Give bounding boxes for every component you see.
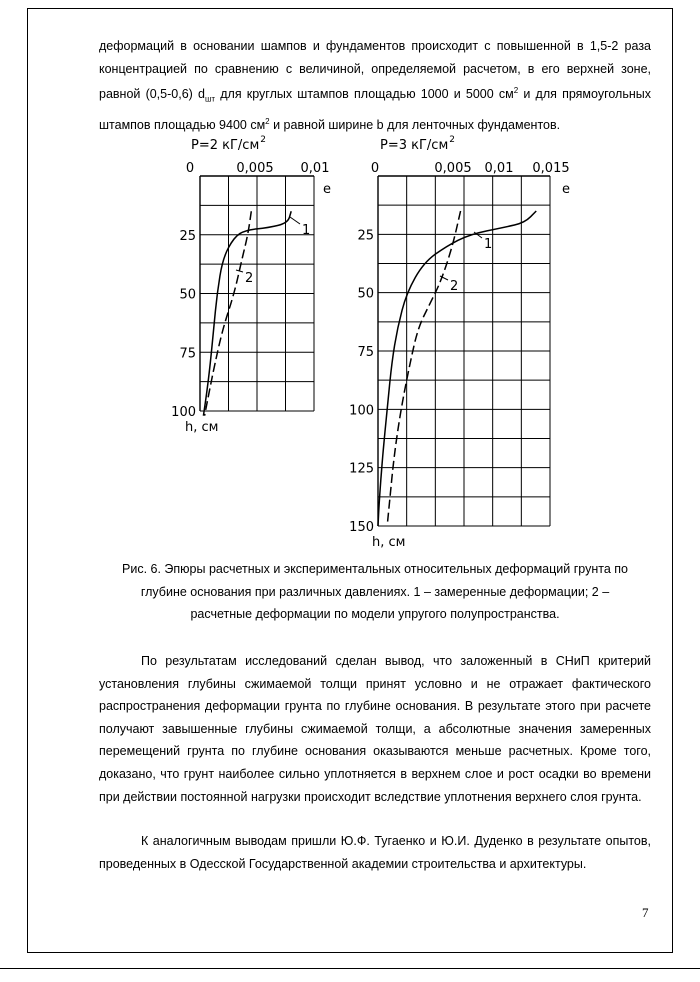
chart-title: P=2 кГ/см [191,138,260,153]
x-tick-label: 0,01 [484,161,514,176]
y-axis-label: h, см [185,420,219,435]
page-number: 7 [642,905,649,920]
y-tick-label: 50 [179,287,196,303]
y-tick-label: 75 [179,346,196,362]
paragraph-3 [99,830,651,875]
y-tick-label: 100 [171,405,196,420]
p1-line4-a: штампов площадью 9400 см [99,118,266,133]
y-tick-label: 50 [357,286,374,302]
x-tick-label: 0,005 [236,161,274,176]
p1-line3-sup: 2 [513,86,519,96]
series-label-2: 2 [450,279,459,294]
paragraph-3-text: К аналогичным выводам пришли Ю.Ф. Тугаенко и Ю.И. Дуденко в результате опытов, проведенных в Одесской Государственной академии строительства и архитектуры. [99,834,651,871]
y-tick-label: 150 [349,520,374,535]
p1-line3-c: и для прямоугольных [518,87,651,102]
series-line-2 [387,211,460,526]
p1-line4-sup: 2 [265,117,270,127]
y-tick-label: 100 [349,403,374,419]
y-tick-label: 25 [179,228,196,244]
paragraph-2-text: По результатам исследований сделан вывод, что заложенный в СНиП критерий установления глубины сжимаемой толщи принят условно и не отражает фактического распространения деформации грунта по глубине основания. В результате этого при расчете получают завышенные глубины сжимаемой толщи, а абсолютные значения замеренных перемещений грунта по глубине основания оказываются меньше расчетных. Кроме того, доказано, что грунт наиболее сильно уплотняется в верхнем слое и рост осадки во времени при действии постоянной нагрузки происходит вследствие уплотнения верхнего слоя грунта. [99,654,651,804]
caption-line1: Рис. 6. Эпюры расчетных и экспериментальных относительных деформаций грунта по [122,562,628,576]
p1-line4-b: и равной ширине b для ленточных фундаментов. [269,118,561,133]
x-axis-label: e [323,182,331,197]
chart-title-sup: 2 [449,135,455,145]
p1-line3-a: равной (0,5-0,6) d [99,87,205,102]
series-line-1 [378,211,536,526]
chart-1 [171,135,331,435]
p1-line2: концентрацией по сравнению с величиной, определяемой расчетом, в его верхней зоне, [99,61,651,76]
series-leader-1 [290,217,300,224]
x-tick-label: 0,01 [300,161,330,176]
bottom-rule [0,968,700,969]
x-tick-label: 0 [370,161,380,176]
y-tick-label: 25 [357,228,374,244]
caption-line2: глубине основания при различных давлениях. 1 – замеренные деформации; 2 – [140,584,610,599]
p1-line1: деформаций в основании шампов и фундаментов происходит с повышенной в 1,5-2 раза [99,39,651,53]
series-line-1 [203,211,291,415]
y-tick-label: 125 [349,461,374,477]
y-axis-label: h, см [372,535,406,550]
series-label-1: 1 [302,223,311,238]
x-tick-label: 0,015 [532,161,570,176]
figure-caption [99,558,651,626]
p1-line3-b: для круглых штампов площадью 1000 и 5000 см [215,87,514,102]
x-tick-label: 0 [185,161,195,176]
chart-title: P=3 кГ/см [380,138,449,153]
series-label-2: 2 [245,271,254,286]
y-tick-label: 75 [357,345,374,360]
chart-title-sup: 2 [260,135,266,145]
caption-line3: расчетные деформации по модели упругого полупространства. [190,607,560,622]
series-label-1: 1 [484,237,493,252]
p1-line3-sub: шт [204,94,216,104]
paragraph-2 [99,650,651,808]
x-tick-label: 0,005 [434,161,472,176]
x-axis-label: e [562,182,570,197]
series-line-2 [205,211,252,415]
chart-2 [349,135,570,550]
